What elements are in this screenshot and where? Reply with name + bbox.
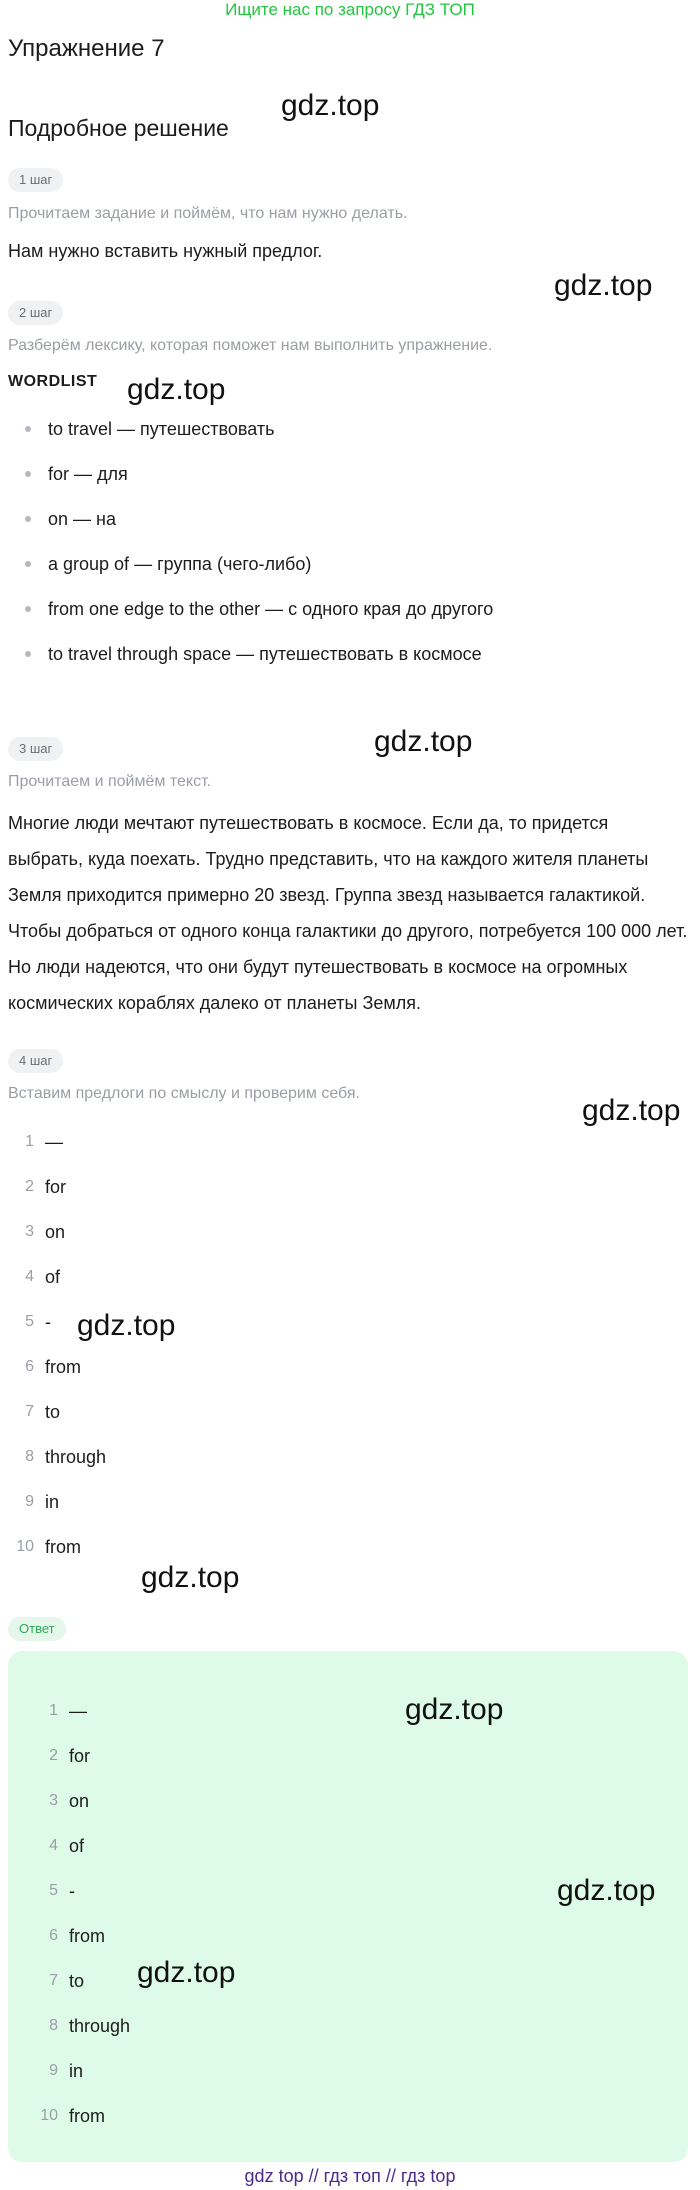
bullet-icon (25, 426, 31, 432)
step-text-1: Нам нужно вставить нужный предлог. (8, 241, 323, 261)
bullet-icon (25, 651, 31, 657)
item-value: from (69, 2106, 105, 2126)
wordlist-item-text: to travel — путешествовать (48, 419, 275, 439)
watermark: gdz.top (77, 1309, 176, 1342)
item-number: 9 (49, 2062, 58, 2079)
wordlist-item (0, 418, 493, 463)
step-hint-3: Прочитаем и поймём текст. (8, 773, 212, 790)
bullet-icon (25, 606, 31, 612)
item-number: 6 (25, 1358, 34, 1375)
watermark: gdz.top (582, 1094, 681, 1127)
wordlist-item (0, 598, 493, 643)
watermark: gdz.top (405, 1693, 504, 1726)
answer-badge: Ответ (8, 1617, 66, 1641)
item-number: 4 (25, 1268, 34, 1285)
item-number: 4 (49, 1837, 58, 1854)
watermark: gdz.top (554, 269, 653, 302)
step-badge-4: 4 шаг (8, 1049, 63, 1073)
wordlist-item-text: to travel through space — путешествовать в космосе (48, 644, 482, 664)
page-title: Упражнение 7 (8, 35, 165, 62)
item-value: from (45, 1357, 81, 1377)
step-badge-1: 1 шаг (8, 168, 63, 192)
item-value: in (45, 1492, 60, 1512)
watermark: gdz.top (374, 725, 473, 758)
reading-text: Многие люди мечтают путешествовать в космосе. Если да, то придется выбрать, куда поехать. Трудно представить, что на каждого жителя планеты Земля приходится примерно 20 звезд. Группа звезд называется галактикой. Чтобы добраться от одного конца галактики до другого, потребуется 100 000 лет. Но люди надеются, что они будут путешествовать в космосе на огромных космических кораблях далеко от планеты Земля. (8, 813, 688, 1013)
step-badge-2: 2 шаг (8, 301, 63, 325)
watermark: gdz.top (281, 89, 380, 122)
item-number: 3 (25, 1223, 34, 1240)
item-value: from (69, 1926, 105, 1946)
item-value: of (45, 1267, 61, 1287)
bullet-icon (25, 561, 31, 567)
item-number: 2 (25, 1178, 34, 1195)
wordlist-item-text: from one edge to the other — с одного края до другого (48, 599, 494, 619)
item-number: 1 (25, 1133, 34, 1150)
item-number: 1 (49, 1702, 58, 1719)
item-number: 5 (25, 1313, 34, 1330)
item-number: 5 (49, 1882, 58, 1899)
item-value: on (69, 1791, 90, 1811)
item-value: — (69, 1701, 87, 1721)
item-value: of (69, 1836, 85, 1856)
item-value: through (45, 1447, 107, 1467)
item-value: to (45, 1402, 61, 1422)
item-number: 7 (49, 1972, 58, 1989)
wordlist-item (0, 508, 493, 553)
step-hint-1: Прочитаем задание и поймём, что нам нужно делать. (8, 205, 408, 222)
item-number: 3 (49, 1792, 58, 1809)
item-value: - (45, 1312, 51, 1332)
step-hint-2: Разберём лексику, которая поможет нам выполнить упражнение. (8, 337, 493, 354)
item-value: for (69, 1746, 91, 1766)
item-value: for (45, 1177, 67, 1197)
wordlist-item (0, 643, 493, 688)
watermark: gdz.top (137, 1956, 236, 1989)
item-value: - (69, 1881, 75, 1901)
item-number: 6 (49, 1927, 58, 1944)
bullet-icon (25, 516, 31, 522)
wordlist-item-text: a group of — группа (чего-либо) (48, 554, 312, 574)
item-number: 8 (25, 1448, 34, 1465)
watermark: gdz.top (141, 1561, 240, 1594)
item-value: — (45, 1132, 63, 1152)
item-value: on (45, 1222, 66, 1242)
wordlist (0, 418, 493, 688)
wordlist-heading: WORDLIST (8, 373, 98, 390)
item-value: from (45, 1537, 81, 1557)
bullet-icon (25, 471, 31, 477)
item-number: 7 (25, 1403, 34, 1420)
item-value: through (69, 2016, 131, 2036)
wordlist-item-text: on — на (48, 509, 116, 529)
wordlist-item (0, 463, 493, 508)
footer-links: gdz top // гдз топ // гдз top (244, 2166, 456, 2186)
item-value: in (69, 2061, 84, 2081)
solution-heading: Подробное решение (8, 115, 229, 141)
item-number: 10 (16, 1538, 34, 1555)
item-number: 8 (49, 2017, 58, 2034)
watermark: gdz.top (557, 1874, 656, 1907)
wordlist-item-text: for — для (48, 464, 128, 484)
item-number: 9 (25, 1493, 34, 1510)
step-hint-4: Вставим предлоги по смыслу и проверим себя. (8, 1085, 360, 1102)
item-number: 10 (40, 2107, 58, 2124)
step-badge-3: 3 шаг (8, 737, 63, 761)
item-number: 2 (49, 1747, 58, 1764)
top-banner: Ищите нас по запросу ГДЗ ТОП (225, 0, 475, 19)
item-value: to (69, 1971, 85, 1991)
watermark: gdz.top (127, 373, 226, 406)
wordlist-item (0, 553, 493, 598)
